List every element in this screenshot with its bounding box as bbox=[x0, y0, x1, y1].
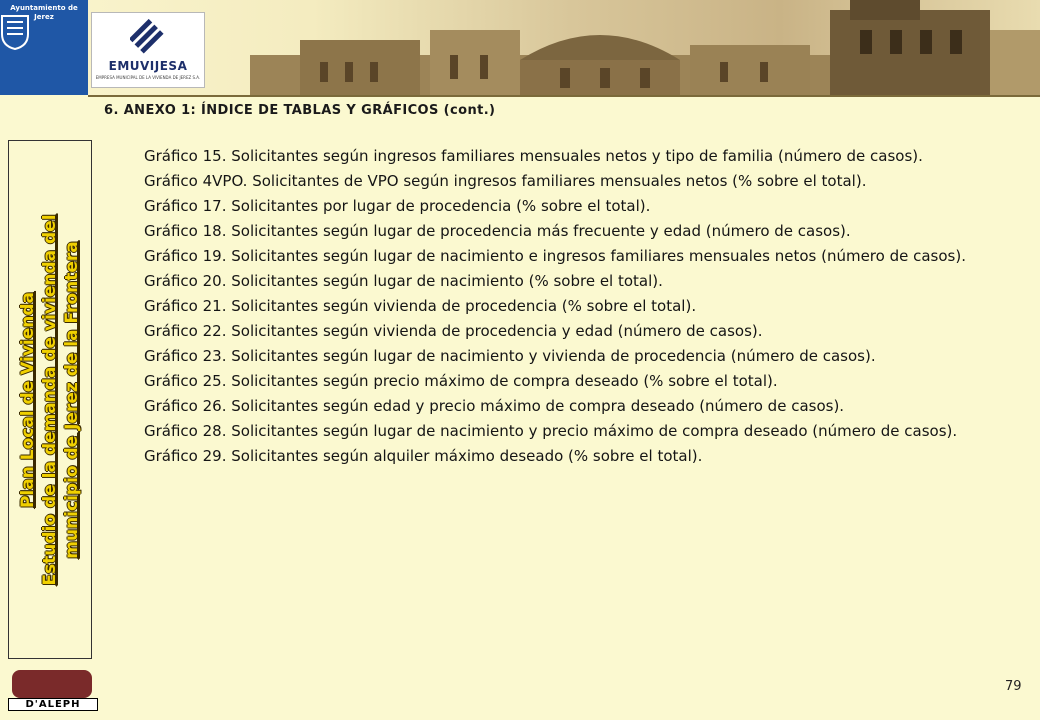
sidebar-title bbox=[17, 150, 83, 650]
list-item: Gráfico 22. Solicitantes según vivienda de procedencia y edad (número de casos). bbox=[144, 322, 763, 340]
list-item: Gráfico 4VPO. Solicitantes de VPO según ingresos familiares mensuales netos (% sobre el total). bbox=[144, 172, 867, 190]
index-list bbox=[144, 146, 1010, 471]
daleph-brand: D'ALEPH bbox=[8, 698, 98, 711]
list-item: Gráfico 26. Solicitantes según edad y precio máximo de compra deseado (número de casos). bbox=[144, 397, 845, 415]
emuvijesa-logo bbox=[91, 12, 205, 88]
crest-icon bbox=[0, 14, 30, 50]
daleph-logo bbox=[8, 670, 96, 712]
list-item: Gráfico 18. Solicitantes según lugar de procedencia más frecuente y edad (número de casos). bbox=[144, 222, 851, 240]
emuvijesa-subtitle: EMPRESA MUNICIPAL DE LA VIVIENDA DE JEREZ S.A. bbox=[95, 75, 201, 80]
sidebar-line-1: Plan Local de Vivienda bbox=[18, 291, 38, 508]
list-item: Gráfico 19. Solicitantes según lugar de nacimiento e ingresos familiares mensuales netos (número de casos). bbox=[144, 247, 966, 265]
list-item: Gráfico 29. Solicitantes según alquiler máximo deseado (% sobre el total). bbox=[144, 447, 703, 465]
ayuntamiento-label: Ayuntamiento de Jerez bbox=[10, 4, 78, 21]
list-item: Gráfico 25. Solicitantes según precio máximo de compra deseado (% sobre el total). bbox=[144, 372, 778, 390]
emuvijesa-name: EMUVIJESA bbox=[108, 59, 188, 73]
list-item: Gráfico 15. Solicitantes según ingresos familiares mensuales netos y tipo de familia (número de casos). bbox=[144, 147, 923, 165]
sidebar-line-2: Estudio de la demanda de vivienda del bbox=[40, 213, 60, 586]
list-item: Gráfico 21. Solicitantes según vivienda de procedencia (% sobre el total). bbox=[144, 297, 697, 315]
list-item: Gráfico 28. Solicitantes según lugar de nacimiento y precio máximo de compra deseado (número de casos). bbox=[144, 422, 958, 440]
sidebar-title-box bbox=[8, 140, 92, 659]
car-icon bbox=[12, 670, 92, 698]
list-item: Gráfico 17. Solicitantes por lugar de procedencia (% sobre el total). bbox=[144, 197, 651, 215]
list-item: Gráfico 20. Solicitantes según lugar de nacimiento (% sobre el total). bbox=[144, 272, 663, 290]
page-number: 79 bbox=[1005, 679, 1022, 694]
ayuntamiento-logo bbox=[0, 0, 88, 95]
header-divider bbox=[88, 95, 1040, 97]
sidebar-line-3: municipio de Jerez de la Frontera bbox=[62, 240, 82, 559]
section-title: 6. ANEXO 1: ÍNDICE DE TABLAS Y GRÁFICOS (cont.) bbox=[104, 103, 496, 118]
emuvijesa-mark-icon bbox=[130, 19, 166, 57]
header-banner bbox=[0, 0, 1040, 95]
list-item: Gráfico 23. Solicitantes según lugar de nacimiento y vivienda de procedencia (número de casos). bbox=[144, 347, 876, 365]
